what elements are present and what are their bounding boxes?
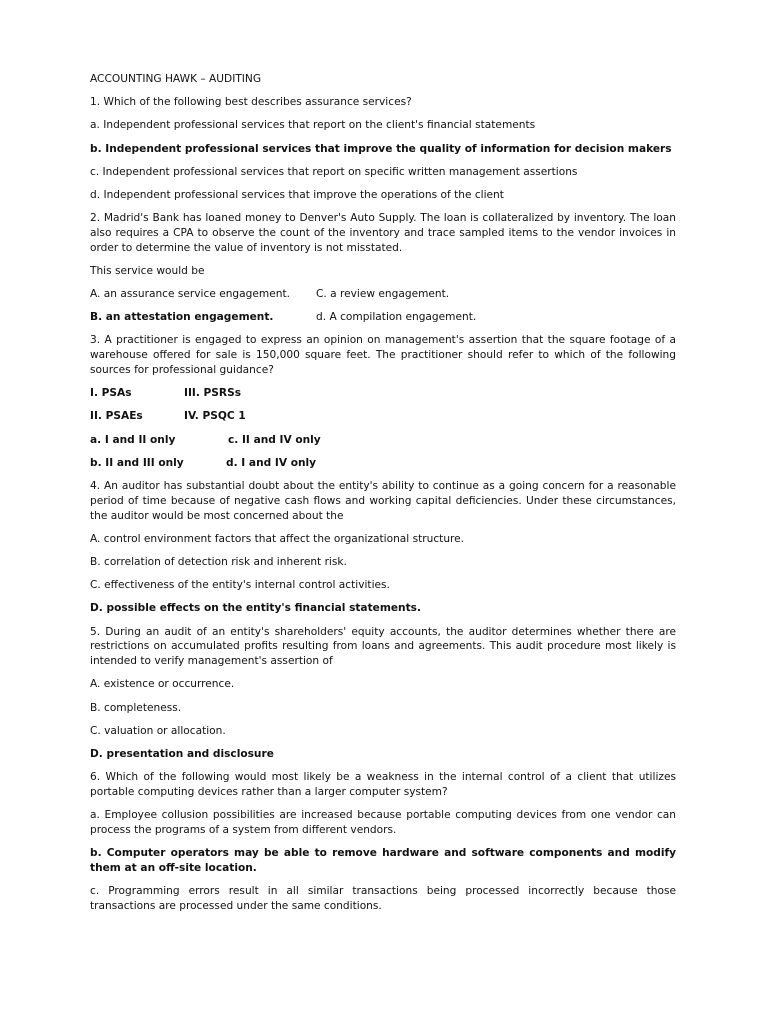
q5-option-d: D. presentation and disclosure — [90, 747, 274, 760]
q3-sources-row-1 — [90, 386, 676, 401]
q5-option-c: C. valuation or allocation. — [90, 724, 226, 737]
document-page — [90, 72, 676, 922]
q3-option-c: c. II and IV only — [228, 433, 321, 446]
q4-option-a: A. control environment factors that affect the organizational structure. — [90, 532, 465, 545]
q3-option-b: b. II and III only — [90, 456, 184, 469]
q2-option-a: A. an assurance service engagement. — [90, 288, 290, 301]
q2-options-row-2 — [90, 310, 676, 325]
q4-question: 4. An auditor has substantial doubt about the entity's ability to continue as a going concern for a reasonable period of time because of negative cash flows and working capital deficiencies. Under these circumstances, the auditor would be most concerned about the — [90, 480, 676, 522]
q4-option-d: D. possible effects on the entity's financial statements. — [90, 602, 421, 615]
q2-options-row-1 — [90, 287, 676, 302]
q5-option-b: B. completeness. — [90, 701, 182, 714]
q5-option-a: A. existence or occurrence. — [90, 678, 235, 691]
q2-question: 2. Madrid's Bank has loaned money to Denver's Auto Supply. The loan is collateralized by inventory. The loan also requires a CPA to observe the count of the inventory and trace sampled items to the vendor invoices in order to determine the value of inventory is not misstated. — [90, 212, 676, 254]
q1-option-c: c. Independent professional services that report on specific written management assertions — [90, 165, 578, 178]
q6-question: 6. Which of the following would most likely be a weakness in the internal control of a client that utilizes portable computing devices rather than a larger computer system? — [90, 771, 676, 798]
q1-option-a: a. Independent professional services that report on the client's financial statements — [90, 119, 536, 132]
q6-option-c: c. Programming errors result in all similar transactions being processed incorrectly because those transactions are processed under the same conditions. — [90, 885, 676, 912]
q3-option-d: d. I and IV only — [226, 456, 317, 469]
q2-option-d: d. A compilation engagement. — [316, 311, 477, 324]
q3-sources-row-2 — [90, 409, 676, 424]
q4-option-c: C. effectiveness of the entity's internal control activities. — [90, 579, 390, 592]
q6-option-a: a. Employee collusion possibilities are increased because portable computing devices from one vendor can process the programs of a system from different vendors. — [90, 809, 676, 836]
q3-options-row-2 — [90, 456, 676, 471]
q3-source-ii: II. PSAEs — [90, 410, 143, 423]
document-title: ACCOUNTING HAWK – AUDITING — [90, 73, 262, 85]
q1-option-d: d. Independent professional services that improve the operations of the client — [90, 188, 504, 201]
q3-option-a: a. I and II only — [90, 433, 176, 446]
q1-option-b: b. Independent professional services that improve the quality of information for decision makers — [90, 142, 672, 155]
q2-option-c: C. a review engagement. — [316, 288, 450, 301]
q5-question: 5. During an audit of an entity's shareholders' equity accounts, the auditor determines whether there are restrictions on accumulated profits resulting from loans and agreements. This audit procedure most likely is intended to verify management's assertion of — [90, 625, 676, 668]
q3-question: 3. A practitioner is engaged to express an opinion on management's assertion that the square footage of a warehouse offered for sale is 150,000 square feet. The practitioner should refer to which of the following sources for professional guidance? — [90, 334, 676, 377]
q3-options-row-1 — [90, 433, 676, 448]
q4-option-b: B. correlation of detection risk and inherent risk. — [90, 555, 347, 568]
q3-source-iii: III. PSRSs — [184, 387, 242, 400]
q1-question: 1. Which of the following best describes assurance services? — [90, 96, 412, 109]
q3-source-i: I. PSAs — [90, 387, 132, 400]
q2-option-b: B. an attestation engagement. — [90, 311, 274, 324]
q6-option-b: b. Computer operators may be able to remove hardware and software components and modify them at an off-site location. — [90, 847, 676, 874]
q2-lead: This service would be — [90, 264, 205, 277]
q3-source-iv: IV. PSQC 1 — [184, 410, 246, 423]
